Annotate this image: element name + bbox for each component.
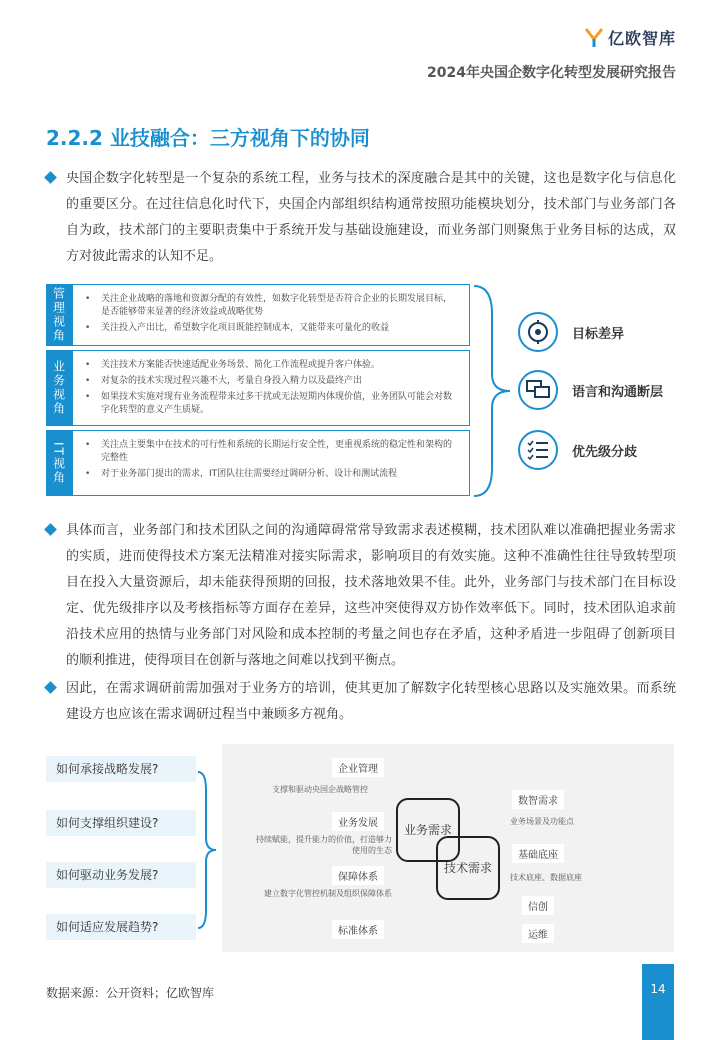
view-item: • 如果技术实施对现有业务流程带来过多干扰或无法短期内体现价值，业务团队可能会对数字化转型的意义产生质疑。 [85, 391, 459, 417]
diagram-tag: 标准体系 [332, 920, 384, 939]
checklist-icon [518, 430, 558, 470]
diagram-tag: 数智需求 [512, 790, 564, 809]
view-it [46, 430, 470, 496]
issue-label: 目标差异 [572, 326, 625, 342]
section-title: 2.2.2 业技融合：三方视角下的协同 [46, 126, 370, 150]
view-label: 业务视角 [46, 350, 72, 426]
diagram-desc: 业务场景及功能点 [510, 817, 574, 826]
diagram-desc: 建立数字化管控机制及组织保障体系 [264, 889, 392, 898]
yiou-logo-icon [584, 27, 604, 49]
data-source: 数据来源：公开资料；亿欧智库 [46, 986, 215, 1000]
chat-bubbles-icon [518, 370, 558, 410]
diagram-tag: 基础底座 [512, 844, 564, 863]
diagram-tag: 运维 [522, 924, 554, 943]
requirements-diagram [222, 744, 674, 952]
view-business [46, 350, 470, 426]
question-business: 如何驱动业务发展? [46, 862, 196, 888]
view-box [72, 430, 470, 496]
question-trend: 如何适应发展趋势? [46, 914, 196, 940]
brace-icon [470, 284, 520, 498]
paragraph-3: 因此，在需求调研前需加强对于业务方的培训，使其更加了解数字化转型核心思路以及实施效果。而系统建设方也应该在需求调研过程当中兼顾多方视角。 [46, 676, 676, 728]
view-item: • 关注点主要集中在技术的可行性和系统的长期运行安全性，更重视系统的稳定性和架构的完整性 [85, 439, 459, 465]
logo [584, 26, 676, 49]
view-management [46, 284, 470, 346]
report-title: 2024年央国企数字化转型发展研究报告 [427, 65, 676, 81]
view-item: • 对复杂的技术实现过程兴趣不大，考量自身投入精力以及最终产出 [85, 375, 459, 388]
page-number: 14 [642, 964, 674, 1040]
paragraph-2: 具体而言，业务部门和技术团队之间的沟通障碍常常导致需求表述模糊，技术团队难以准确把握业务需求的实质，进而使得技术方案无法精准对接实际需求，影响项目的有效实施。这种不准确性往往导致转型项目在投入大量资源后，却未能获得预期的回报，技术落地效果不佳。此外，业务部门与技术部门在目标设定、优先级排序以及考核指标等方面存在差异，这些冲突使得双方协作效率低下。同时，技术团队追求前沿技术应用的热情与业务部门对风险和成本控制的考量之间也存在矛盾，这种矛盾进一步阻碍了创新项目的顺利推进，使得项目在创新与落地之间难以找到平衡点。 [46, 518, 676, 674]
view-item: • 关注技术方案能否快速适配业务场景、简化工作流程或提升客户体验。 [85, 359, 459, 372]
issue-communication-gap [518, 370, 663, 410]
question-organization: 如何支撑组织建设? [46, 810, 196, 836]
view-item: • 对于业务部门提出的需求，IT团队往往需要经过调研分析、设计和测试流程 [85, 468, 459, 481]
question-strategy: 如何承接战略发展? [46, 756, 196, 782]
view-box [72, 350, 470, 426]
diagram-tag: 信创 [522, 896, 554, 915]
view-box [72, 284, 470, 346]
brace-icon [196, 770, 220, 930]
view-label: IT视角 [46, 430, 72, 496]
paragraph-1: 央国企数字化转型是一个复杂的系统工程，业务与技术的深度融合是其中的关键，这也是数字化与信息化的重要区分。在过往信息化时代下，央国企内部组织结构通常按照功能模块划分，技术部门与业务部门各自为政，技术部门的主要职责集中于系统开发与基础设施建设，而业务部门则聚焦于业务目标的达成，双方对彼此需求的认知不足。 [46, 166, 676, 270]
business-requirements-box: 业务需求 [396, 798, 460, 862]
diagram-tag: 业务发展 [332, 812, 384, 831]
target-icon [518, 312, 558, 352]
issue-priority-divergence [518, 430, 637, 470]
diagram-desc: 技术底座、数据底座 [510, 873, 582, 882]
diagram-desc: 持续赋能，提升能力的价值，打造够力使用的生态 [256, 835, 392, 855]
diagram-desc: 支撑和驱动央国企战略管控 [272, 785, 368, 794]
logo-text: 亿欧智库 [607, 29, 676, 48]
view-item: • 关注企业战略的落地和资源分配的有效性，如数字化转型是否符合企业的长期发展目标，是否能够带来显著的经济效益或战略优势 [85, 293, 459, 319]
technical-requirements-box: 技术需求 [436, 836, 500, 900]
view-item: • 关注投入产出比，希望数字化项目既能控制成本，又能带来可量化的收益 [85, 322, 459, 335]
issue-goal-difference [518, 312, 624, 352]
view-label: 管理视角 [46, 284, 72, 346]
diagram-tag: 企业管理 [332, 758, 384, 777]
views-panel [46, 284, 470, 500]
issue-label: 优先级分歧 [572, 444, 638, 460]
issue-label: 语言和沟通断层 [572, 384, 664, 400]
diagram-tag: 保障体系 [332, 866, 384, 885]
